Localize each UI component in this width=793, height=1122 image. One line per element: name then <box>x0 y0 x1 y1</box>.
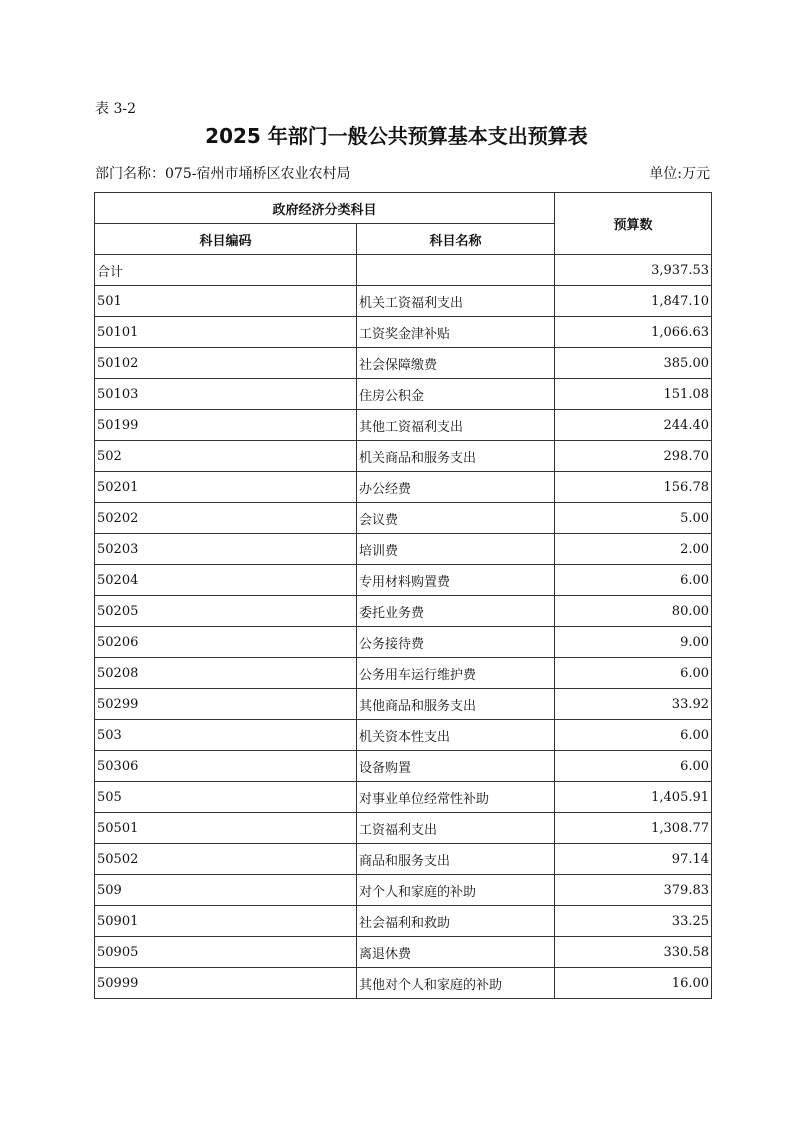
name-cell: 其他对个人和家庭的补助 <box>357 968 555 999</box>
name-cell: 机关资本性支出 <box>357 720 555 751</box>
amount-cell: 298.70 <box>555 441 712 472</box>
table-row <box>95 844 712 875</box>
name-cell: 商品和服务支出 <box>357 844 555 875</box>
amount-cell: 6.00 <box>555 751 712 782</box>
table-row <box>95 565 712 596</box>
code-cell: 50103 <box>95 379 357 410</box>
table-row <box>95 813 712 844</box>
code-cell: 50199 <box>95 410 357 441</box>
code-cell: 50999 <box>95 968 357 999</box>
name-cell: 办公经费 <box>357 472 555 503</box>
name-cell: 离退休费 <box>357 937 555 968</box>
name-cell: 其他工资福利支出 <box>357 410 555 441</box>
amount-header: 预算数 <box>555 193 712 255</box>
table-row <box>95 596 712 627</box>
name-cell: 对个人和家庭的补助 <box>357 875 555 906</box>
amount-cell: 3,937.53 <box>555 255 712 286</box>
code-cell: 50102 <box>95 348 357 379</box>
code-cell: 50306 <box>95 751 357 782</box>
table-row <box>95 720 712 751</box>
table-row <box>95 348 712 379</box>
code-cell: 50204 <box>95 565 357 596</box>
name-cell: 其他商品和服务支出 <box>357 689 555 720</box>
code-cell: 509 <box>95 875 357 906</box>
amount-cell: 330.58 <box>555 937 712 968</box>
name-cell: 对事业单位经常性补助 <box>357 782 555 813</box>
code-cell: 50905 <box>95 937 357 968</box>
amount-cell: 16.00 <box>555 968 712 999</box>
amount-cell: 379.83 <box>555 875 712 906</box>
name-cell: 会议费 <box>357 503 555 534</box>
code-cell: 50205 <box>95 596 357 627</box>
table-number: 表 3-2 <box>95 101 136 117</box>
amount-cell: 156.78 <box>555 472 712 503</box>
budget-table <box>94 192 712 999</box>
amount-cell: 97.14 <box>555 844 712 875</box>
table-row <box>95 689 712 720</box>
name-cell: 机关商品和服务支出 <box>357 441 555 472</box>
page-title: 2025 年部门一般公共预算基本支出预算表 <box>205 124 588 148</box>
amount-cell: 9.00 <box>555 627 712 658</box>
table-row <box>95 627 712 658</box>
table-row <box>95 286 712 317</box>
name-cell: 设备购置 <box>357 751 555 782</box>
code-cell: 50203 <box>95 534 357 565</box>
amount-cell: 1,308.77 <box>555 813 712 844</box>
table-row <box>95 751 712 782</box>
table-row <box>95 317 712 348</box>
name-cell: 社会保障缴费 <box>357 348 555 379</box>
code-cell: 501 <box>95 286 357 317</box>
code-cell: 50206 <box>95 627 357 658</box>
amount-cell: 385.00 <box>555 348 712 379</box>
code-cell: 502 <box>95 441 357 472</box>
table-row <box>95 255 712 286</box>
table-row <box>95 875 712 906</box>
code-cell: 505 <box>95 782 357 813</box>
amount-cell: 2.00 <box>555 534 712 565</box>
code-cell: 合计 <box>95 255 357 286</box>
name-header: 科目名称 <box>357 224 555 255</box>
amount-cell: 1,405.91 <box>555 782 712 813</box>
amount-cell: 33.92 <box>555 689 712 720</box>
table-row <box>95 503 712 534</box>
table-row <box>95 410 712 441</box>
code-cell: 50299 <box>95 689 357 720</box>
code-cell: 50201 <box>95 472 357 503</box>
code-cell: 50202 <box>95 503 357 534</box>
name-cell: 培训费 <box>357 534 555 565</box>
amount-cell: 6.00 <box>555 565 712 596</box>
name-cell: 住房公积金 <box>357 379 555 410</box>
group-header: 政府经济分类科目 <box>95 193 555 224</box>
amount-cell: 80.00 <box>555 596 712 627</box>
name-cell <box>357 255 555 286</box>
table-row <box>95 534 712 565</box>
name-cell: 机关工资福利支出 <box>357 286 555 317</box>
name-cell: 公务用车运行维护费 <box>357 658 555 689</box>
amount-cell: 1,847.10 <box>555 286 712 317</box>
code-cell: 50501 <box>95 813 357 844</box>
name-cell: 社会福利和救助 <box>357 906 555 937</box>
amount-cell: 6.00 <box>555 658 712 689</box>
table-row <box>95 906 712 937</box>
table-row <box>95 658 712 689</box>
amount-cell: 6.00 <box>555 720 712 751</box>
unit-label: 单位:万元 <box>649 166 710 182</box>
name-cell: 工资奖金津补贴 <box>357 317 555 348</box>
amount-cell: 244.40 <box>555 410 712 441</box>
amount-cell: 5.00 <box>555 503 712 534</box>
code-cell: 50101 <box>95 317 357 348</box>
table-row <box>95 441 712 472</box>
amount-cell: 151.08 <box>555 379 712 410</box>
table-row <box>95 472 712 503</box>
amount-cell: 33.25 <box>555 906 712 937</box>
amount-cell: 1,066.63 <box>555 317 712 348</box>
code-header: 科目编码 <box>95 224 357 255</box>
code-cell: 503 <box>95 720 357 751</box>
table-row <box>95 782 712 813</box>
table-row <box>95 968 712 999</box>
name-cell: 公务接待费 <box>357 627 555 658</box>
name-cell: 工资福利支出 <box>357 813 555 844</box>
department-name: 部门名称：075-宿州市埇桥区农业农村局 <box>95 166 351 182</box>
table-row <box>95 937 712 968</box>
code-cell: 50208 <box>95 658 357 689</box>
table-row <box>95 379 712 410</box>
name-cell: 委托业务费 <box>357 596 555 627</box>
code-cell: 50502 <box>95 844 357 875</box>
code-cell: 50901 <box>95 906 357 937</box>
name-cell: 专用材料购置费 <box>357 565 555 596</box>
